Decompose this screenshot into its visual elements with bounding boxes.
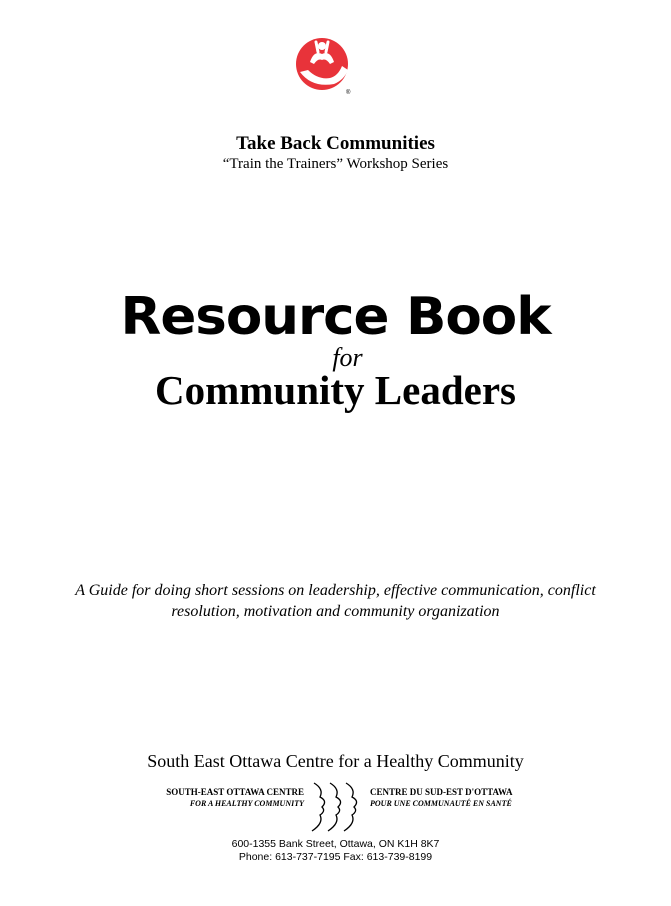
- footer-logo: [156, 779, 516, 835]
- description: A Guide for doing short sessions on leadership, effective communication, conflict resolution, motivation and community organization: [75, 582, 596, 620]
- footer-organization: South East Ottawa Centre for a Healthy Community: [147, 751, 524, 771]
- logo-left-line1: SOUTH-EAST OTTAWA CENTRE: [166, 787, 304, 797]
- svg-text:®: ®: [346, 90, 351, 96]
- sub-title: Community Leaders: [154, 367, 516, 413]
- logo-right-line1: CENTRE DU SUD-EST D'OTTAWA: [370, 787, 513, 797]
- phone-fax: Phone: 613-737-7195 Fax: 613-739-8199: [238, 851, 433, 863]
- logo-right-line2: POUR UNE COMMUNAUTÉ EN SANTÉ: [370, 799, 512, 808]
- workshop-series: “Train the Trainers” Workshop Series: [222, 156, 449, 172]
- logo-left-line2: FOR A HEALTHY COMMUNITY: [189, 799, 304, 808]
- main-title: Resource Book: [120, 287, 551, 347]
- org-title: Take Back Communities: [236, 133, 435, 154]
- address: 600-1355 Bank Street, Ottawa, ON K1H 8K7: [231, 838, 440, 850]
- faces-profile-icon: [304, 779, 370, 835]
- footer-logo-french: [370, 787, 520, 808]
- title-for: for: [332, 343, 363, 372]
- footer-logo-english: [156, 787, 304, 808]
- united-way-logo-icon: [294, 32, 354, 102]
